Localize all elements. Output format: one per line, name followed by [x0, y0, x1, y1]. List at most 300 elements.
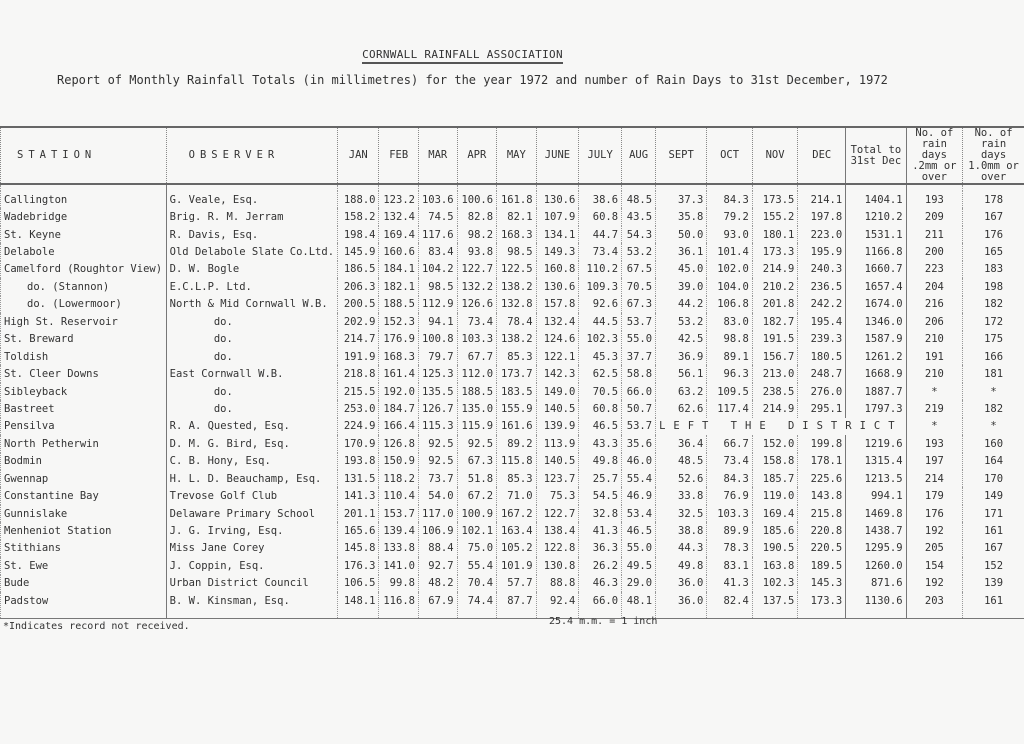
value-cell: 201.8	[752, 296, 798, 313]
value-cell: 122.7	[457, 261, 497, 278]
column-header: JUNE	[536, 127, 579, 184]
value-cell: 102.3	[579, 331, 622, 348]
value-cell: 53.2	[622, 243, 656, 260]
value-cell: 160	[963, 435, 1024, 452]
value-cell: 178.1	[798, 453, 846, 470]
spacer-cell	[798, 184, 846, 191]
value-cell: 276.0	[798, 383, 846, 400]
table-row	[1, 418, 1024, 435]
value-cell: 1887.7	[846, 383, 906, 400]
value-cell: 126.6	[457, 296, 497, 313]
value-cell: 219	[906, 400, 963, 417]
value-cell: 119.0	[752, 487, 798, 504]
value-cell: 46.9	[622, 487, 656, 504]
value-cell: 88.8	[536, 575, 579, 592]
observer-cell: H. L. D. Beauchamp, Esq.	[166, 470, 337, 487]
value-cell: 155.9	[497, 400, 537, 417]
value-cell: 168.3	[379, 348, 419, 365]
value-cell: 199.8	[798, 435, 846, 452]
header-row	[1, 127, 1024, 184]
value-cell: 100.6	[457, 191, 497, 208]
spacer-cell	[1, 184, 167, 191]
column-header: Total to 31st Dec	[846, 127, 906, 184]
value-cell: 1587.9	[846, 331, 906, 348]
value-cell: 70.4	[457, 575, 497, 592]
value-cell: 98.2	[457, 226, 497, 243]
spacer-cell	[457, 184, 497, 191]
observer-cell: Old Delabole Slate Co.Ltd.	[166, 243, 337, 260]
value-cell: 184.7	[379, 400, 419, 417]
observer-cell: E.C.L.P. Ltd.	[166, 278, 337, 295]
value-cell: 89.9	[707, 522, 753, 539]
value-cell: 126.8	[379, 435, 419, 452]
value-cell: 138.2	[497, 331, 537, 348]
value-cell: 167.2	[497, 505, 537, 522]
value-cell: 123.2	[379, 191, 419, 208]
value-cell: 73.4	[707, 453, 753, 470]
station-cell: do. (Lowermoor)	[1, 296, 167, 313]
value-cell: 46.0	[622, 453, 656, 470]
value-cell: 216	[906, 296, 963, 313]
value-cell: 107.9	[536, 208, 579, 225]
value-cell: 98.5	[497, 243, 537, 260]
value-cell: 994.1	[846, 487, 906, 504]
value-cell: 157.8	[536, 296, 579, 313]
value-cell: 92.6	[579, 296, 622, 313]
value-cell: 57.7	[497, 575, 537, 592]
value-cell: 188.5	[379, 296, 419, 313]
value-cell: 132.4	[379, 208, 419, 225]
value-cell: 1469.8	[846, 505, 906, 522]
value-cell: 172	[963, 313, 1024, 330]
association-title	[0, 48, 925, 61]
value-cell: 192.0	[379, 383, 419, 400]
value-cell: 182	[963, 400, 1024, 417]
column-header: JULY	[579, 127, 622, 184]
value-cell: 143.8	[798, 487, 846, 504]
value-cell: 253.0	[338, 400, 379, 417]
spacer-cell	[338, 184, 379, 191]
value-cell: 141.0	[379, 557, 419, 574]
value-cell: 173.3	[752, 243, 798, 260]
station-cell: St. Ewe	[1, 557, 167, 574]
value-cell: 168.3	[497, 226, 537, 243]
table-row	[1, 313, 1024, 330]
value-cell: 1261.2	[846, 348, 906, 365]
value-cell: 225.6	[798, 470, 846, 487]
value-cell: 67.7	[457, 348, 497, 365]
value-cell: 46.5	[622, 522, 656, 539]
table-row	[1, 453, 1024, 470]
value-cell: 200.5	[338, 296, 379, 313]
value-cell: 130.6	[536, 278, 579, 295]
value-cell: 176	[906, 505, 963, 522]
value-cell: 79.7	[418, 348, 457, 365]
value-cell: 70.5	[622, 278, 656, 295]
value-cell: 106.5	[338, 575, 379, 592]
spacer-cell	[579, 184, 622, 191]
value-cell: 113.9	[536, 435, 579, 452]
value-cell: 67.3	[622, 296, 656, 313]
value-cell: 75.0	[457, 540, 497, 557]
column-header: No. of rain days .2mm or over	[906, 127, 963, 184]
value-cell: 188.0	[338, 191, 379, 208]
value-cell: 115.8	[497, 453, 537, 470]
value-cell: 49.5	[622, 557, 656, 574]
table-row	[1, 278, 1024, 295]
column-header: OBSERVER	[166, 127, 337, 184]
value-cell: 248.7	[798, 365, 846, 382]
value-cell: 36.0	[656, 592, 707, 618]
column-header: DEC	[798, 127, 846, 184]
value-cell: 145.8	[338, 540, 379, 557]
station-cell: Delabole	[1, 243, 167, 260]
value-cell: 109.5	[707, 383, 753, 400]
value-cell: 1260.0	[846, 557, 906, 574]
value-cell: 213.0	[752, 365, 798, 382]
value-cell: 190.5	[752, 540, 798, 557]
value-cell: 100.9	[457, 505, 497, 522]
observer-cell: East Cornwall W.B.	[166, 365, 337, 382]
value-cell: 101.9	[497, 557, 537, 574]
value-cell: 163.8	[752, 557, 798, 574]
value-cell: 871.6	[846, 575, 906, 592]
value-cell: 161	[963, 592, 1024, 618]
value-cell: 115.9	[457, 418, 497, 435]
station-cell: North Petherwin	[1, 435, 167, 452]
spacer-cell	[707, 184, 753, 191]
value-cell: 173.3	[798, 592, 846, 618]
observer-cell: do.	[166, 348, 337, 365]
value-cell: 132.4	[536, 313, 579, 330]
value-cell: 54.5	[579, 487, 622, 504]
value-cell: 102.1	[457, 522, 497, 539]
value-cell: 67.9	[418, 592, 457, 618]
value-cell: 197.8	[798, 208, 846, 225]
value-cell: 183.5	[497, 383, 537, 400]
value-cell: 55.0	[622, 540, 656, 557]
value-cell: 102.0	[707, 261, 753, 278]
value-cell: 55.0	[622, 331, 656, 348]
value-cell: 153.7	[379, 505, 419, 522]
value-cell: 101.4	[707, 243, 753, 260]
value-cell: 140.5	[536, 453, 579, 470]
value-cell: 158.8	[752, 453, 798, 470]
column-header: SEPT	[656, 127, 707, 184]
value-cell: 140.5	[536, 400, 579, 417]
value-cell: 32.8	[579, 505, 622, 522]
value-cell: 210	[906, 365, 963, 382]
value-cell: 126.7	[418, 400, 457, 417]
value-cell: 87.7	[497, 592, 537, 618]
value-cell: 163.4	[497, 522, 537, 539]
value-cell: 131.5	[338, 470, 379, 487]
value-cell: 78.3	[707, 540, 753, 557]
value-cell: 55.4	[622, 470, 656, 487]
spacer-cell	[536, 184, 579, 191]
value-cell: 38.8	[656, 522, 707, 539]
value-cell: 1668.9	[846, 365, 906, 382]
value-cell: 92.4	[536, 592, 579, 618]
value-cell: 173.7	[497, 365, 537, 382]
table-row	[1, 505, 1024, 522]
value-cell: 48.2	[418, 575, 457, 592]
value-cell: 1213.5	[846, 470, 906, 487]
value-cell: 36.3	[579, 540, 622, 557]
note-cell: LEFT THE DISTRICT	[656, 418, 906, 435]
value-cell: 117.6	[418, 226, 457, 243]
value-cell: 41.3	[707, 575, 753, 592]
value-cell: 1166.8	[846, 243, 906, 260]
value-cell: 223	[906, 261, 963, 278]
station-cell: Constantine Bay	[1, 487, 167, 504]
value-cell: 49.8	[579, 453, 622, 470]
value-cell: 52.6	[656, 470, 707, 487]
value-cell: 195.9	[798, 243, 846, 260]
value-cell: 152.3	[379, 313, 419, 330]
value-cell: 173.5	[752, 191, 798, 208]
station-cell: St. Breward	[1, 331, 167, 348]
value-cell: *	[906, 418, 963, 435]
table-row	[1, 540, 1024, 557]
value-cell: 158.2	[338, 208, 379, 225]
value-cell: 73.4	[457, 313, 497, 330]
value-cell: 149.0	[536, 383, 579, 400]
value-cell: 164	[963, 453, 1024, 470]
value-cell: 73.4	[579, 243, 622, 260]
observer-cell: D. W. Bogle	[166, 261, 337, 278]
value-cell: 51.8	[457, 470, 497, 487]
value-cell: 161	[963, 522, 1024, 539]
value-cell: 182.1	[379, 278, 419, 295]
value-cell: 139	[963, 575, 1024, 592]
value-cell: 35.8	[656, 208, 707, 225]
value-cell: 165.6	[338, 522, 379, 539]
column-header: MAR	[418, 127, 457, 184]
value-cell: 182	[963, 296, 1024, 313]
observer-cell: R. Davis, Esq.	[166, 226, 337, 243]
station-cell: St. Keyne	[1, 226, 167, 243]
value-cell: 89.2	[497, 435, 537, 452]
rainfall-table	[0, 126, 1024, 619]
value-cell: 201.1	[338, 505, 379, 522]
value-cell: 98.8	[707, 331, 753, 348]
value-cell: 63.2	[656, 383, 707, 400]
table-body	[1, 184, 1024, 618]
value-cell: 166	[963, 348, 1024, 365]
value-cell: 56.1	[656, 365, 707, 382]
value-cell: 84.3	[707, 191, 753, 208]
value-cell: 181	[963, 365, 1024, 382]
spacer-cell	[846, 184, 906, 191]
value-cell: 41.3	[579, 522, 622, 539]
table-row	[1, 226, 1024, 243]
station-cell: Sibleyback	[1, 383, 167, 400]
observer-cell: Brig. R. M. Jerram	[166, 208, 337, 225]
value-cell: 1219.6	[846, 435, 906, 452]
value-cell: 45.0	[656, 261, 707, 278]
association-title-text: CORNWALL RAINFALL ASSOCIATION	[362, 48, 563, 64]
station-cell: Toldish	[1, 348, 167, 365]
value-cell: 36.0	[656, 575, 707, 592]
observer-cell: Miss Jane Corey	[166, 540, 337, 557]
value-cell: 44.3	[656, 540, 707, 557]
value-cell: 32.5	[656, 505, 707, 522]
value-cell: 141.3	[338, 487, 379, 504]
value-cell: 124.6	[536, 331, 579, 348]
value-cell: 209	[906, 208, 963, 225]
observer-cell: North & Mid Cornwall W.B.	[166, 296, 337, 313]
station-cell: Camelford (Roughtor View)	[1, 261, 167, 278]
value-cell: 122.1	[536, 348, 579, 365]
table-row	[1, 348, 1024, 365]
table-row	[1, 435, 1024, 452]
value-cell: 161.4	[379, 365, 419, 382]
value-cell: 155.2	[752, 208, 798, 225]
spacer-cell	[497, 184, 537, 191]
value-cell: 192	[906, 575, 963, 592]
value-cell: 148.1	[338, 592, 379, 618]
value-cell: 170	[963, 470, 1024, 487]
observer-cell: C. B. Hony, Esq.	[166, 453, 337, 470]
station-cell: Bodmin	[1, 453, 167, 470]
value-cell: 195.4	[798, 313, 846, 330]
observer-cell: do.	[166, 383, 337, 400]
value-cell: 43.3	[579, 435, 622, 452]
value-cell: 38.6	[579, 191, 622, 208]
value-cell: 89.1	[707, 348, 753, 365]
value-cell: 145.3	[798, 575, 846, 592]
value-cell: 79.2	[707, 208, 753, 225]
value-cell: 166.4	[379, 418, 419, 435]
table-row	[1, 400, 1024, 417]
table-row	[1, 557, 1024, 574]
value-cell: 49.8	[656, 557, 707, 574]
value-cell: 76.9	[707, 487, 753, 504]
value-cell: 115.3	[418, 418, 457, 435]
value-cell: 112.0	[457, 365, 497, 382]
value-cell: 204	[906, 278, 963, 295]
value-cell: 110.2	[579, 261, 622, 278]
spacer-cell	[656, 184, 707, 191]
value-cell: 100.8	[418, 331, 457, 348]
value-cell: 116.8	[379, 592, 419, 618]
value-cell: 236.5	[798, 278, 846, 295]
station-cell: Stithians	[1, 540, 167, 557]
table-row	[1, 383, 1024, 400]
value-cell: 92.7	[418, 557, 457, 574]
value-cell: 130.6	[536, 191, 579, 208]
value-cell: 48.5	[656, 453, 707, 470]
value-cell: 1210.2	[846, 208, 906, 225]
value-cell: 92.5	[418, 453, 457, 470]
value-cell: 103.6	[418, 191, 457, 208]
value-cell: 93.8	[457, 243, 497, 260]
value-cell: 123.7	[536, 470, 579, 487]
value-cell: 44.7	[579, 226, 622, 243]
value-cell: 103.3	[457, 331, 497, 348]
footnote: *Indicates record not received.	[3, 621, 190, 632]
value-cell: 200	[906, 243, 963, 260]
observer-cell: Urban District Council	[166, 575, 337, 592]
value-cell: 193	[906, 191, 963, 208]
value-cell: 132.2	[457, 278, 497, 295]
value-cell: 214.7	[338, 331, 379, 348]
value-cell: 169.4	[379, 226, 419, 243]
value-cell: 149	[963, 487, 1024, 504]
value-cell: 295.1	[798, 400, 846, 417]
value-cell: 171	[963, 505, 1024, 522]
value-cell: 193	[906, 435, 963, 452]
value-cell: 36.4	[656, 435, 707, 452]
value-cell: 84.3	[707, 470, 753, 487]
spacer-cell	[963, 184, 1024, 191]
value-cell: 122.7	[536, 505, 579, 522]
value-cell: 82.1	[497, 208, 537, 225]
value-cell: 138.2	[497, 278, 537, 295]
observer-cell: R. A. Quested, Esq.	[166, 418, 337, 435]
value-cell: 205	[906, 540, 963, 557]
value-cell: 215.5	[338, 383, 379, 400]
value-cell: 36.1	[656, 243, 707, 260]
column-header: NOV	[752, 127, 798, 184]
value-cell: 43.5	[622, 208, 656, 225]
observer-cell: J. G. Irving, Esq.	[166, 522, 337, 539]
value-cell: 39.0	[656, 278, 707, 295]
station-cell: Callington	[1, 191, 167, 208]
value-cell: 203	[906, 592, 963, 618]
value-cell: 50.7	[622, 400, 656, 417]
value-cell: 1797.3	[846, 400, 906, 417]
value-cell: 220.5	[798, 540, 846, 557]
value-cell: 74.4	[457, 592, 497, 618]
value-cell: 36.9	[656, 348, 707, 365]
value-cell: 183	[963, 261, 1024, 278]
value-cell: 215.8	[798, 505, 846, 522]
value-cell: 62.6	[656, 400, 707, 417]
value-cell: 178	[963, 191, 1024, 208]
value-cell: 191.9	[338, 348, 379, 365]
observer-cell: D. M. G. Bird, Esq.	[166, 435, 337, 452]
value-cell: 92.5	[457, 435, 497, 452]
value-cell: 198.4	[338, 226, 379, 243]
value-cell: 1130.6	[846, 592, 906, 618]
value-cell: 44.5	[579, 313, 622, 330]
spacer-cell	[752, 184, 798, 191]
column-header: JAN	[338, 127, 379, 184]
value-cell: 154	[906, 557, 963, 574]
value-cell: 55.4	[457, 557, 497, 574]
value-cell: 60.8	[579, 208, 622, 225]
station-cell: do. (Stannon)	[1, 278, 167, 295]
value-cell: 188.5	[457, 383, 497, 400]
value-cell: 103.3	[707, 505, 753, 522]
value-cell: 176.3	[338, 557, 379, 574]
table-row	[1, 522, 1024, 539]
value-cell: 156.7	[752, 348, 798, 365]
value-cell: 67.5	[622, 261, 656, 278]
table-row	[1, 208, 1024, 225]
observer-cell: do.	[166, 400, 337, 417]
table-row	[1, 191, 1024, 208]
value-cell: 96.3	[707, 365, 753, 382]
value-cell: 224.9	[338, 418, 379, 435]
value-cell: 37.3	[656, 191, 707, 208]
value-cell: 53.7	[622, 418, 656, 435]
value-cell: 118.2	[379, 470, 419, 487]
value-cell: 192	[906, 522, 963, 539]
value-cell: 202.9	[338, 313, 379, 330]
